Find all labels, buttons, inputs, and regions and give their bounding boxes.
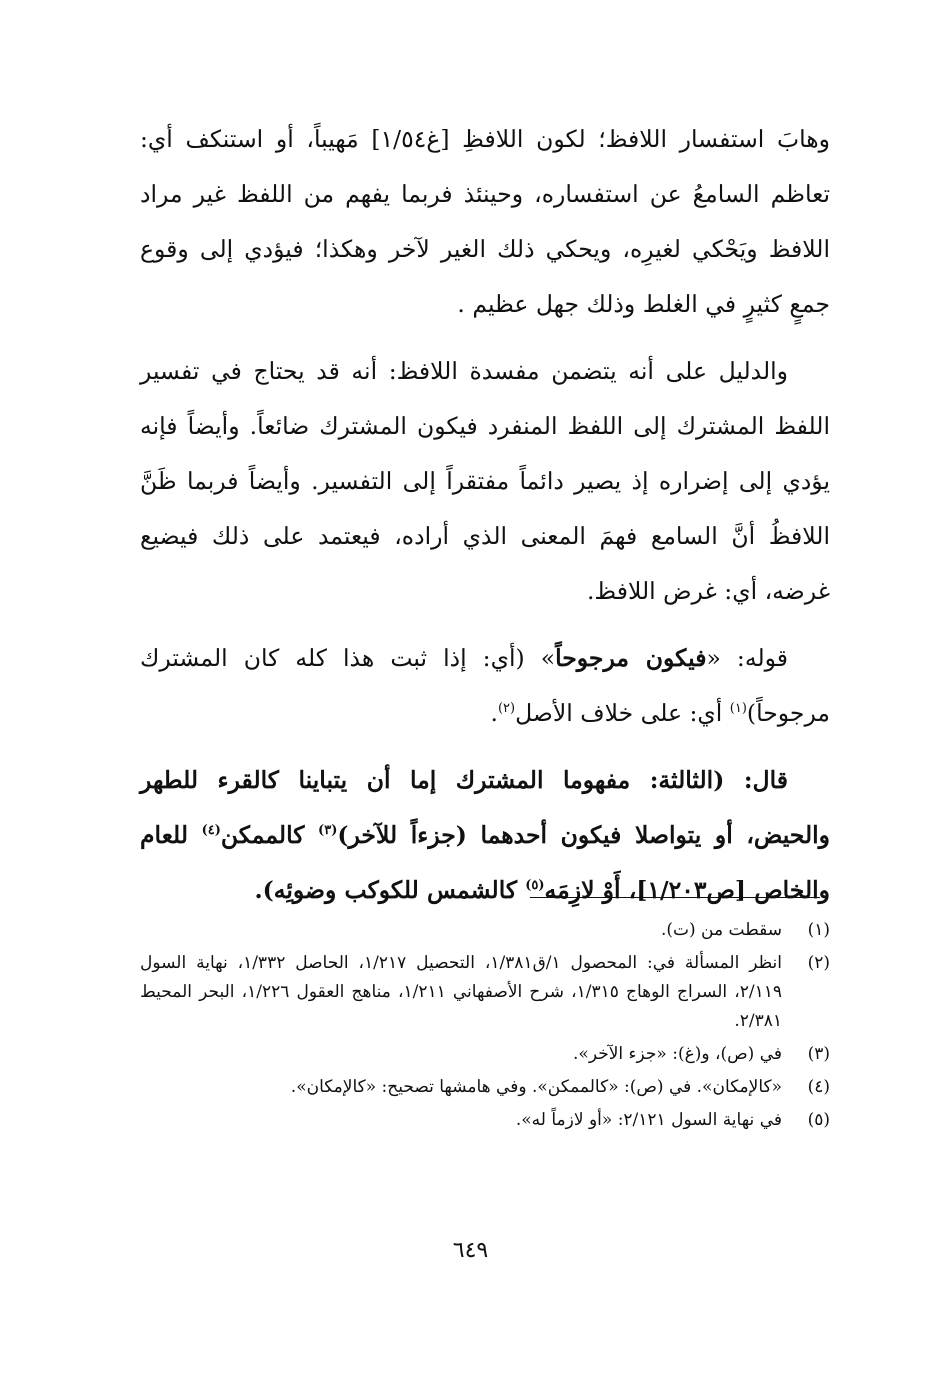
- paragraph-2: والدليل على أنه يتضمن مفسدة اللافظ: أنه قد يحتاج في تفسير اللفظ المشترك إلى اللفظ المنفرد فيكون المشترك ضائعاً. وأيضاً فإنه يؤدي إلى إضراره إذ يصير دائماً مفتقراً إلى التفسير. وأيضاً فربما ظَنَّ اللافظُ أنَّ السامع فهمَ المعنى الذي أراده، فيعتمد على ذلك فيضيع غرضه، أي: غرض اللافظ.: [140, 357, 831, 605]
- footnote-number: (٤): [807, 1077, 830, 1097]
- p4-part4: كالشمس للكوكب وضوئِه).: [254, 876, 526, 904]
- footnote-text: في (ص)، و(غ): «جزء الآخر».: [573, 1044, 782, 1064]
- footnote-5: [140, 1106, 830, 1135]
- main-text: [140, 112, 830, 918]
- footnote-text: في نهاية السول ٢/١٢١: «أو لازماً له».: [515, 1110, 782, 1130]
- footnote-ref-1: (١): [729, 701, 747, 717]
- footnote-4: [140, 1073, 830, 1102]
- footnote-3: [140, 1040, 830, 1069]
- footnote-text: سقطت من (ت).: [660, 920, 782, 940]
- footnote-number: (٣): [807, 1044, 830, 1064]
- p4-part3: للعام والخاص [ص١/٢٠٣]، أَوْ لازِمَه: [140, 821, 830, 904]
- footnote-number: (٢): [807, 953, 830, 973]
- footnote-ref-5: (٥): [525, 878, 545, 894]
- footnote-separator: [530, 897, 820, 898]
- paragraph-4: [140, 753, 830, 918]
- footnote-text: «كالإمكان». في (ص): «كالممكن». وفي هامشها تصحيح: «كالإمكان».: [290, 1077, 782, 1097]
- footnote-number: (١): [807, 920, 830, 940]
- paragraph-3: [140, 631, 830, 741]
- paragraph-1: وهابَ استفسار اللافظ؛ لكون اللافظِ [غ١/٥٤] مَهيباً، أو استنكف أي: تعاظم السامعُ عن استفساره، وحينئذ فربما يفهم من اللفظ غير مراد اللافظ ويَحْكي لغيرِه، ويحكي ذلك الغير لآخر وهكذا؛ فيؤدي إلى وقوع جمعٍ كثيرٍ في الغلط وذلك جهل عظيم .: [140, 125, 830, 318]
- footnote-ref-3: (٣): [318, 823, 338, 839]
- footnote-number: (٥): [807, 1110, 830, 1130]
- footnote-1: [140, 916, 830, 945]
- p3-bold-quote: فيكون مرجوحاً: [555, 644, 707, 672]
- p3-end: .: [490, 699, 498, 727]
- footnote-ref-2: (٢): [497, 701, 516, 717]
- footnote-2: [140, 949, 830, 1036]
- footnote-text: انظر المسألة في: المحصول ١/ق١/٣٨١، التحصيل ١/٢١٧، الحاصل ١/٣٣٢، نهاية السول ٢/١١٩، السراج الوهاج ١/٣١٥، شرح الأصفهاني ١/٢١١، مناهج العقول ١/٢٢٦، البحر المحيط ٢/٣٨١.: [140, 953, 783, 1031]
- p4-part2: كالممكن: [220, 821, 319, 849]
- p3-lead: قوله: «: [706, 644, 788, 672]
- p4-part1: قال: (الثالثة: مفهوما المشترك إما أن يتباينا كالقرء للطهر والحيض، أو يتواصلا فيكون أحدهما (جزءاً للآخر): [140, 766, 830, 849]
- footnote-ref-4: (٤): [201, 823, 221, 839]
- p3-after: أي: على خلاف الأصل: [515, 699, 730, 727]
- page-number: ٦٤٩: [452, 1238, 489, 1263]
- footnotes: [140, 916, 830, 1139]
- p3-mid: » (أي: إذا ثبت هذا كله كان المشترك مرجوحاً): [140, 644, 830, 727]
